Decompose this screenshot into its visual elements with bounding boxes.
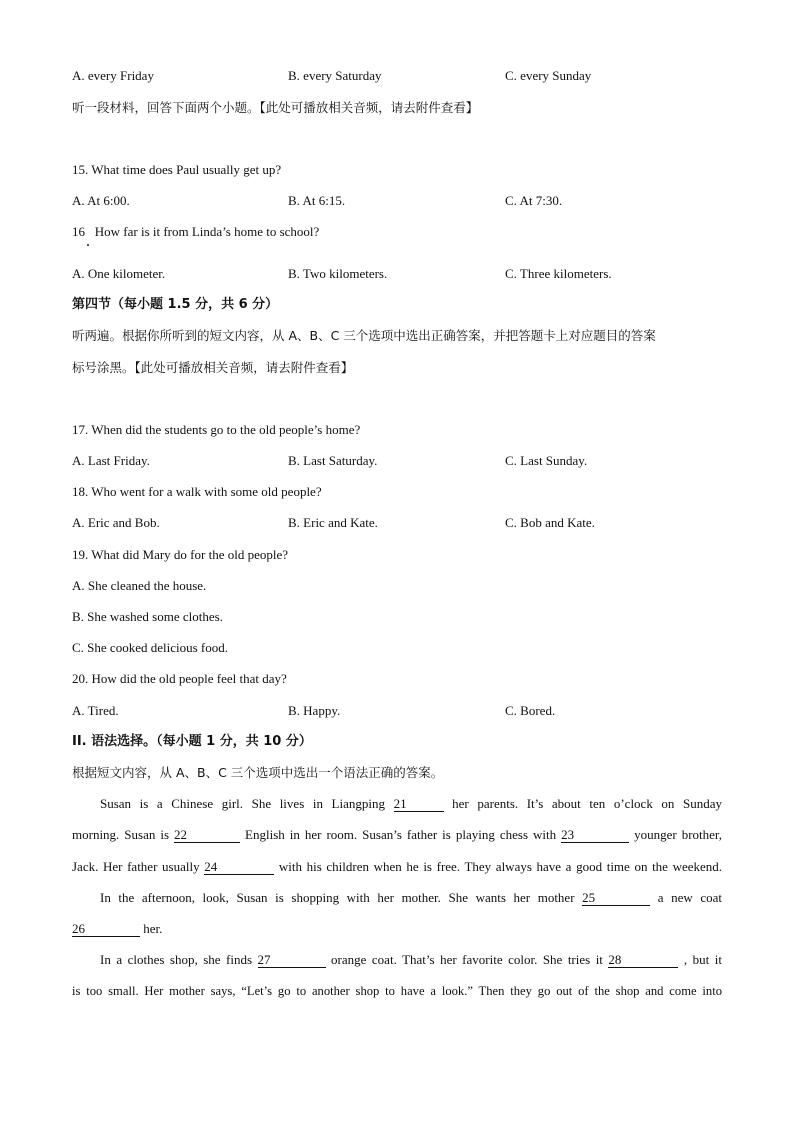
q18-option-c: C. Bob and Kate. <box>505 515 595 530</box>
q16-option-b: B. Two kilometers. <box>288 266 388 281</box>
blank-21[interactable]: 21 <box>394 797 444 812</box>
q14-option-a: A. every Friday <box>72 68 154 83</box>
q16-option-a: A. One kilometer. <box>72 266 166 281</box>
passage-line: Susan is a Chinese girl. She lives in Liangping 21 her parents. It’s about ten o’clock on Sunday <box>100 796 723 811</box>
q19-option-a: A. She cleaned the house. <box>72 578 207 593</box>
q17-option-b: B. Last Saturday. <box>288 453 378 468</box>
q17-option-a: A. Last Friday. <box>72 453 150 468</box>
section4-instruction-line1: 听两遍。根据你所听到的短文内容，从 A、B、C 三个选项中选出正确答案，并把答题卡上对应题目的答案 <box>72 328 656 343</box>
listen-instruction: 听一段材料，回答下面两个小题。【此处可播放相关音频，请去附件查看】 <box>72 100 479 115</box>
passage-line: morning. Susan is 22 English in her room. Susan’s father is playing chess with 23 younger brother, <box>72 827 722 842</box>
section4-heading: 第四节（每小题 1.5 分，共 6 分） <box>72 297 279 312</box>
q17-question: 17. When did the students go to the old people’s home? <box>72 422 361 437</box>
blank-23[interactable]: 23 <box>561 828 629 843</box>
q19-option-c: C. She cooked delicious food. <box>72 640 228 655</box>
passage-line: 26 her. <box>72 921 163 936</box>
q15-option-b: B. At 6:15. <box>288 193 346 208</box>
q14-option-c: C. every Sunday <box>505 68 592 83</box>
blank-25[interactable]: 25 <box>582 891 650 906</box>
q18-question: 18. Who went for a walk with some old people? <box>72 484 322 499</box>
blank-22[interactable]: 22 <box>174 828 240 843</box>
q20-option-c: C. Bored. <box>505 703 556 718</box>
part2-instruction: 根据短文内容，从 A、B、C 三个选项中选出一个语法正确的答案。 <box>72 765 444 780</box>
passage-line: In a clothes shop, she finds 27 orange coat. That’s her favorite color. She tries it 28 , but it <box>100 952 723 967</box>
blank-24[interactable]: 24 <box>204 860 274 875</box>
q14-option-b: B. every Saturday <box>288 68 382 83</box>
passage-line: In the afternoon, look, Susan is shopping with her mother. She wants her mother 25 a new coat <box>100 890 722 905</box>
q20-option-b: B. Happy. <box>288 703 341 718</box>
q16-option-c: C. Three kilometers. <box>505 266 612 281</box>
q20-option-a: A. Tired. <box>72 703 119 718</box>
q19-option-b: B. She washed some clothes. <box>72 609 223 624</box>
q17-option-c: C. Last Sunday. <box>505 453 588 468</box>
q15-option-a: A. At 6:00. <box>72 193 130 208</box>
decorative-dot <box>87 244 89 246</box>
part2-heading: II. 语法选择。（每小题 1 分，共 10 分） <box>72 734 312 749</box>
blank-27[interactable]: 27 <box>258 953 326 968</box>
q15-option-c: C. At 7:30. <box>505 193 563 208</box>
blank-28[interactable]: 28 <box>608 953 678 968</box>
section4-instruction-line2: 标号涂黑。【此处可播放相关音频，请去附件查看】 <box>72 360 354 375</box>
q18-option-a: A. Eric and Bob. <box>72 515 160 530</box>
q19-question: 19. What did Mary do for the old people? <box>72 547 289 562</box>
blank-26[interactable]: 26 <box>72 922 140 937</box>
q16-question: 16 How far is it from Linda’s home to school? <box>72 224 320 239</box>
passage-line: is too small. Her mother says, “Let’s go to another shop to have a look.” Then they go out of the shop and come into <box>72 984 722 998</box>
q20-question: 20. How did the old people feel that day? <box>72 671 287 686</box>
q18-option-b: B. Eric and Kate. <box>288 515 378 530</box>
passage-line: Jack. Her father usually 24 with his children when he is free. They always have a good time on the weekend. <box>72 859 723 874</box>
q15-question: 15. What time does Paul usually get up? <box>72 162 282 177</box>
